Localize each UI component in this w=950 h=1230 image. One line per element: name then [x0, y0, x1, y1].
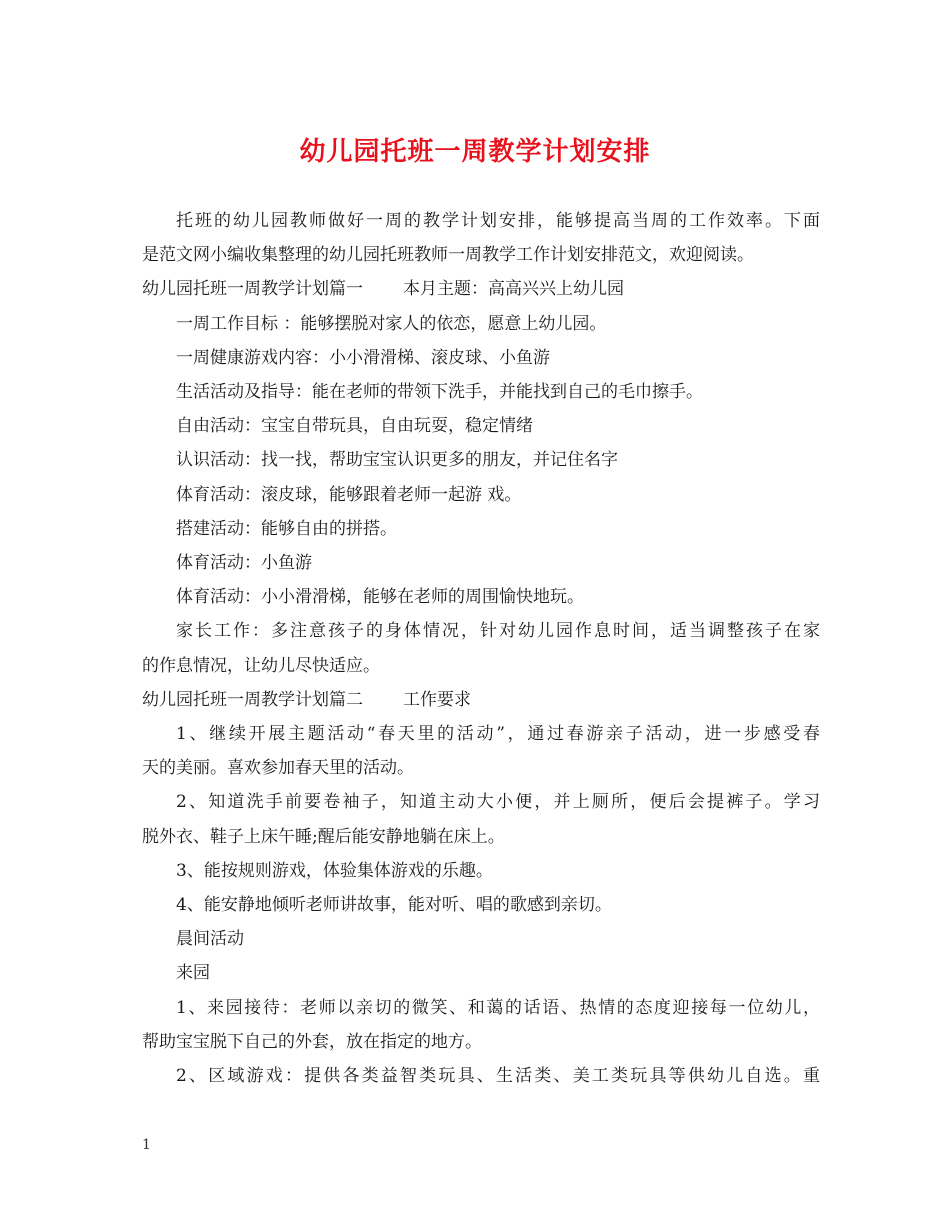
- requirement-2-line-2: 脱外衣、鞋子上床午睡;醒后能安静地躺在床上。: [142, 826, 505, 847]
- parent-work-line-2: 的作息情况，让幼儿尽快适应。: [142, 655, 380, 676]
- parent-work-line-1: 家长工作：多注意孩子的身体情况，针对幼儿园作息时间，适当调整孩子在家: [176, 621, 820, 642]
- arrival-item-1-line-1: 1、来园接待：老师以亲切的微笑、和蔼的话语、热情的态度迎接每一位幼儿，: [176, 997, 820, 1018]
- section-2-header: [142, 683, 820, 717]
- page-title: 幼儿园托班一周教学计划安排: [299, 137, 651, 167]
- arrival-item-2-line-1: 2、区域游戏：提供各类益智类玩具、生活类、美工类玩具等供幼儿自选。重: [176, 1066, 820, 1087]
- plan-item: 体育活动：滚皮球，能够跟着老师一起游 戏。: [176, 484, 522, 505]
- plan-item: 一周健康游戏内容：小小滑滑梯、滚皮球、小鱼游: [176, 347, 550, 368]
- document-body: [142, 204, 820, 1093]
- arrival-item-1-line-2: 帮助宝宝脱下自己的外套，放在指定的地方。: [142, 1031, 482, 1052]
- intro-line-1: 托班的幼儿园教师做好一周的教学计划安排，能够提高当周的工作效率。下面: [176, 211, 820, 231]
- requirement-4: 4、能安静地倾听老师讲故事，能对听、唱的歌感到亲切。: [176, 895, 612, 916]
- plan-item: 认识活动：找一找，帮助宝宝认识更多的朋友，并记住名字: [176, 450, 618, 471]
- requirement-1-line-1: 1、继续开展主题活动“春天里的活动”，通过春游亲子活动，进一步感受春: [176, 724, 820, 745]
- morning-activity-heading: 晨间活动: [176, 929, 244, 950]
- plan-item: 生活活动及指导：能在老师的带领下洗手，并能找到自己的毛巾擦手。: [176, 382, 703, 403]
- section-1-heading: 幼儿园托班一周教学计划篇一: [142, 279, 363, 300]
- requirement-1-line-2: 天的美丽。喜欢参加春天里的活动。: [142, 758, 414, 779]
- arrival-heading: 来园: [176, 963, 210, 984]
- plan-item: 一周工作目标 ：能够摆脱对家人的依恋，愿意上幼儿园。: [176, 313, 607, 334]
- section-2-heading: 幼儿园托班一周教学计划篇二: [142, 689, 363, 710]
- plan-item: 体育活动：小小滑滑梯，能够在老师的周围愉快地玩。: [176, 587, 584, 608]
- page-number: 1: [142, 1137, 151, 1153]
- plan-item: 搭建活动：能够自由的拼搭。: [176, 518, 397, 539]
- section-2-subheading: 工作要求: [403, 689, 471, 710]
- intro-line-2: 是范文网小编收集整理的幼儿园托班教师一周教学工作计划安排范文，欢迎阅读。: [142, 245, 754, 266]
- requirement-2-line-1: 2、知道洗手前要卷袖子，知道主动大小便，并上厕所，便后会提裤子。学习: [176, 792, 820, 813]
- section-1-subheading: 本月主题：高高兴兴上幼儿园: [403, 279, 624, 300]
- plan-item: 自由活动：宝宝自带玩具，自由玩耍，稳定情绪: [176, 416, 533, 437]
- requirement-3: 3、能按规则游戏，体验集体游戏的乐趣。: [176, 860, 493, 881]
- section-1-header: [142, 272, 820, 306]
- plan-item: 体育活动：小鱼游: [176, 553, 312, 574]
